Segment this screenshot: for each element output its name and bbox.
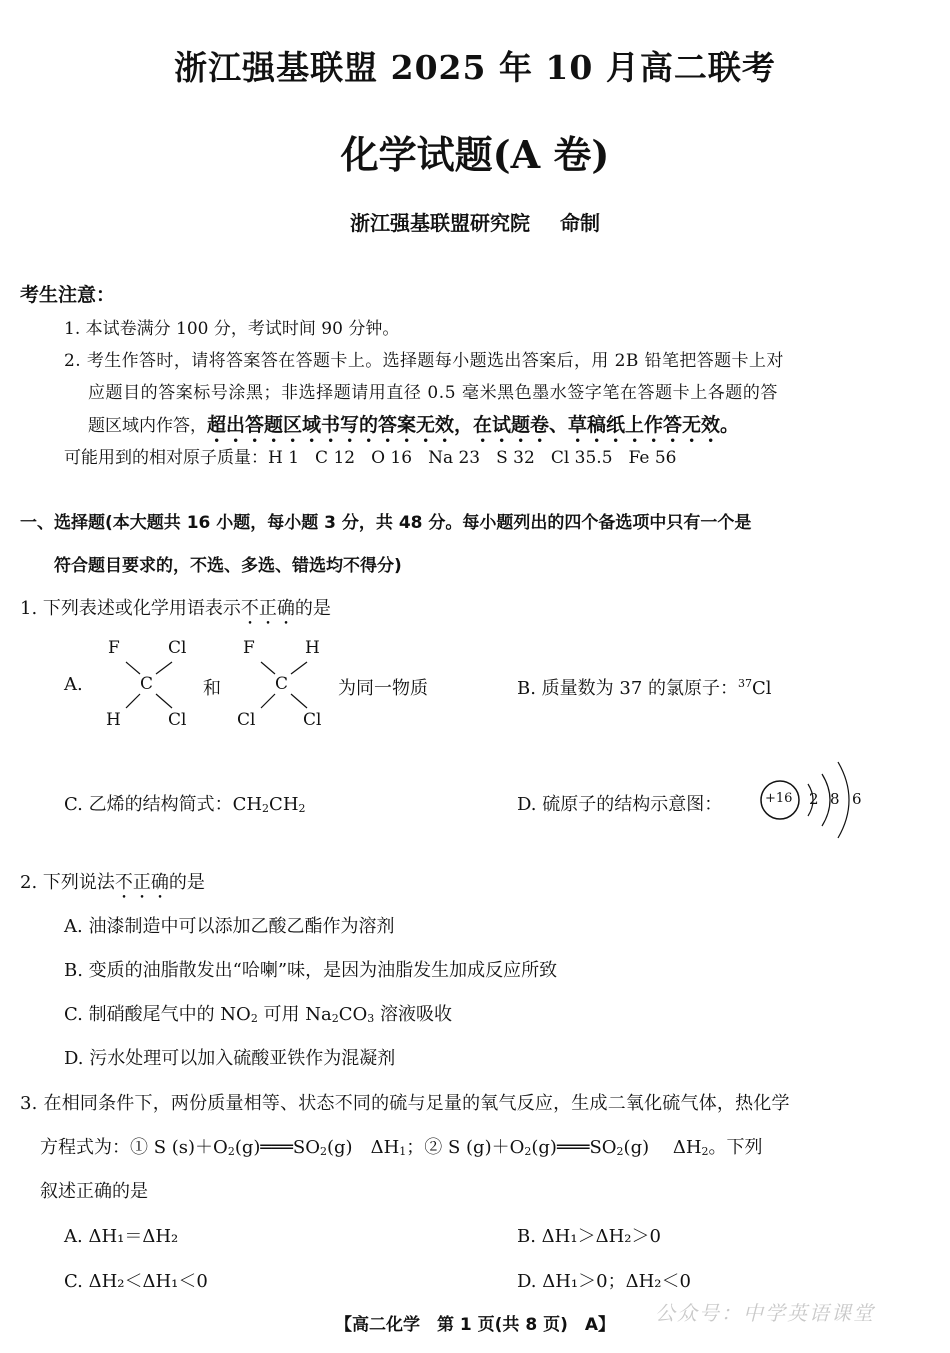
q1-option-c-sub-2: 2 xyxy=(298,802,306,815)
section-1-line-2: 符合题目要求的，不选、多选、错选均不得分) xyxy=(54,556,402,576)
q1-stem xyxy=(20,594,331,629)
q2-option-b: B. 变质的油脂散发出“哈喇”味，是因为油脂发生加成反应所致 xyxy=(64,960,558,981)
q2-stem-emphasis: 不正确 xyxy=(114,872,169,893)
q3-eq-g: 。下列 xyxy=(708,1137,763,1158)
q1-option-c xyxy=(64,790,306,816)
paper-title: 化学试题(A 卷) xyxy=(340,132,610,177)
q1-molecule-1 xyxy=(100,636,200,732)
q1-mol2-bottom-right: Cl xyxy=(303,710,322,730)
q2-option-c xyxy=(64,1000,452,1026)
atomic-masses-label: 可能用到的相对原子质量： xyxy=(64,448,268,468)
q3-eq-f: (g) ΔH xyxy=(623,1137,702,1158)
q1-mol1-top-left: F xyxy=(108,638,120,658)
watermark: 公众号：中学英语课堂 xyxy=(655,1301,875,1325)
atom-cl: Cl 35.5 xyxy=(550,448,613,468)
q3-eq-sub-e: 2 xyxy=(616,1145,624,1158)
atomic-masses xyxy=(64,443,692,468)
q3-stem-line-3: 叙述正确的是 xyxy=(40,1181,148,1202)
q1-option-a-text: 为同一物质 xyxy=(338,678,428,699)
q1-mol2-bottom-left: Cl xyxy=(237,710,256,730)
notice-item-2-line-2: 应题目的答案标号涂黑；非选择题请用直径 0.5 毫米黑色墨水签字笔在答题卡上各题的答 xyxy=(88,383,778,403)
q1-stem-start: 1. 下列表述或化学用语表示 xyxy=(20,598,241,619)
q3-option-b: B. ΔH₁＞ΔH₂＞0 xyxy=(517,1226,661,1247)
notice-line-3-start: 题区域内作答， xyxy=(88,416,207,436)
sulfur-shell-2: 8 xyxy=(830,790,840,808)
atom-h: H 1 xyxy=(268,448,300,468)
q3-eq-sub-d: 2 xyxy=(524,1145,532,1158)
notice-heading: 考生注意： xyxy=(20,284,116,306)
q1-stem-end: 的是 xyxy=(294,598,331,619)
q2-option-c-sub-1: 2 xyxy=(250,1012,258,1025)
q2-stem-start: 2. 下列说法 xyxy=(20,872,115,893)
issuer xyxy=(0,207,950,236)
q1-mol1-bottom-right: Cl xyxy=(168,710,187,730)
q1-mol2-center: C xyxy=(275,674,289,694)
q3-eq-e: (g)═══SO xyxy=(531,1137,617,1158)
q3-eq-a: 方程式为：① S (s)＋O xyxy=(40,1137,228,1158)
q1-option-b-symbol: Cl xyxy=(752,678,772,699)
q1-option-d-text: D. 硫原子的结构示意图： xyxy=(517,794,723,815)
q1-stem-emphasis: 不正确 xyxy=(240,598,295,619)
q2-option-c-d: 溶液吸收 xyxy=(374,1004,453,1025)
q2-stem xyxy=(20,868,205,903)
atom-s: S 32 xyxy=(496,448,535,468)
q1-option-a-label: A. xyxy=(64,674,83,695)
q1-mol1-bottom-left: H xyxy=(106,710,121,730)
q1-option-b-text: B. 质量数为 37 的氯原子： xyxy=(517,678,739,699)
sulfur-atom-diagram xyxy=(756,758,866,844)
q2-option-a: A. 油漆制造中可以添加乙酸乙酯作为溶剂 xyxy=(64,916,395,937)
issuer-suffix: 命制 xyxy=(560,211,600,235)
notice-item-1: 1. 本试卷满分 100 分，考试时间 90 分钟。 xyxy=(64,319,400,339)
q3-eq-sub-c: 1 xyxy=(399,1145,407,1158)
q2-option-d: D. 污水处理可以加入硫酸亚铁作为混凝剂 xyxy=(64,1048,396,1069)
section-1-line-1: 一、选择题(本大题共 16 小题，每小题 3 分，共 48 分。每小题列出的四个备选项中只有一个是 xyxy=(20,513,752,533)
q1-mol2-top-left: F xyxy=(243,638,255,658)
q3-eq-sub-f: 2 xyxy=(701,1145,709,1158)
exam-title: 浙江强基联盟 2025 年 10 月高二联考 xyxy=(174,48,776,87)
q1-option-c-mid: CH xyxy=(269,794,299,815)
q1-option-b xyxy=(517,674,772,700)
atom-c: C 12 xyxy=(315,448,356,468)
sulfur-shell-1: 2 xyxy=(809,790,819,808)
q2-option-c-c: CO xyxy=(338,1004,368,1025)
page-footer: 【高二化学 第 1 页(共 8 页) A】 xyxy=(334,1315,616,1335)
issuer-org: 浙江强基联盟研究院 xyxy=(350,211,530,235)
atom-fe: Fe 56 xyxy=(628,448,677,468)
q1-option-c-text: C. 乙烯的结构简式：CH xyxy=(64,794,263,815)
q2-option-c-sub-3: 3 xyxy=(367,1012,375,1025)
q1-option-b-mass: 37 xyxy=(738,677,753,690)
q3-option-d: D. ΔH₁＞0；ΔH₂＜0 xyxy=(517,1271,691,1292)
notice-emphasis: 超出答题区域书写的答案无效，在试题卷、草稿纸上作答无效。 xyxy=(207,414,740,436)
q3-eq-sub-b: 2 xyxy=(320,1145,327,1158)
q1-option-c-sub-1: 2 xyxy=(262,802,270,815)
notice-item-2-line-3 xyxy=(88,410,739,447)
q3-eq-sub-a: 2 xyxy=(227,1145,235,1158)
q1-option-a-and: 和 xyxy=(203,678,221,699)
q3-eq-d: ；② S (g)＋O xyxy=(406,1137,525,1158)
q1-mol2-top-right: H xyxy=(305,638,320,658)
atom-na: Na 23 xyxy=(428,448,481,468)
atom-o: O 16 xyxy=(371,448,413,468)
q3-option-a: A. ΔH₁＝ΔH₂ xyxy=(64,1226,179,1247)
q2-option-c-a: C. 制硝酸尾气中的 NO xyxy=(64,1004,251,1025)
q1-molecule-2 xyxy=(235,636,335,732)
q2-stem-end: 的是 xyxy=(168,872,205,893)
q1-mol1-center: C xyxy=(140,674,154,694)
sulfur-shell-3: 6 xyxy=(852,790,862,808)
notice-item-2-line-1: 2. 考生作答时，请将答案答在答题卡上。选择题每小题选出答案后，用 2B 铅笔把答题卡上对 xyxy=(64,351,784,371)
q2-option-c-sub-2: 2 xyxy=(331,1012,339,1025)
sulfur-nucleus: +16 xyxy=(765,791,793,806)
q3-stem-line-2 xyxy=(40,1133,763,1159)
q3-eq-b: (g)═══SO xyxy=(234,1137,320,1158)
q3-eq-c: (g) ΔH xyxy=(327,1137,400,1158)
q2-option-c-b: 可用 Na xyxy=(257,1004,332,1025)
q3-stem-line-1: 3. 在相同条件下，两份质量相等、状态不同的硫与足量的氧气反应，生成二氧化硫气体，热化学 xyxy=(20,1093,790,1114)
q3-option-c: C. ΔH₂＜ΔH₁＜0 xyxy=(64,1271,208,1292)
q1-mol1-top-right: Cl xyxy=(168,638,187,658)
